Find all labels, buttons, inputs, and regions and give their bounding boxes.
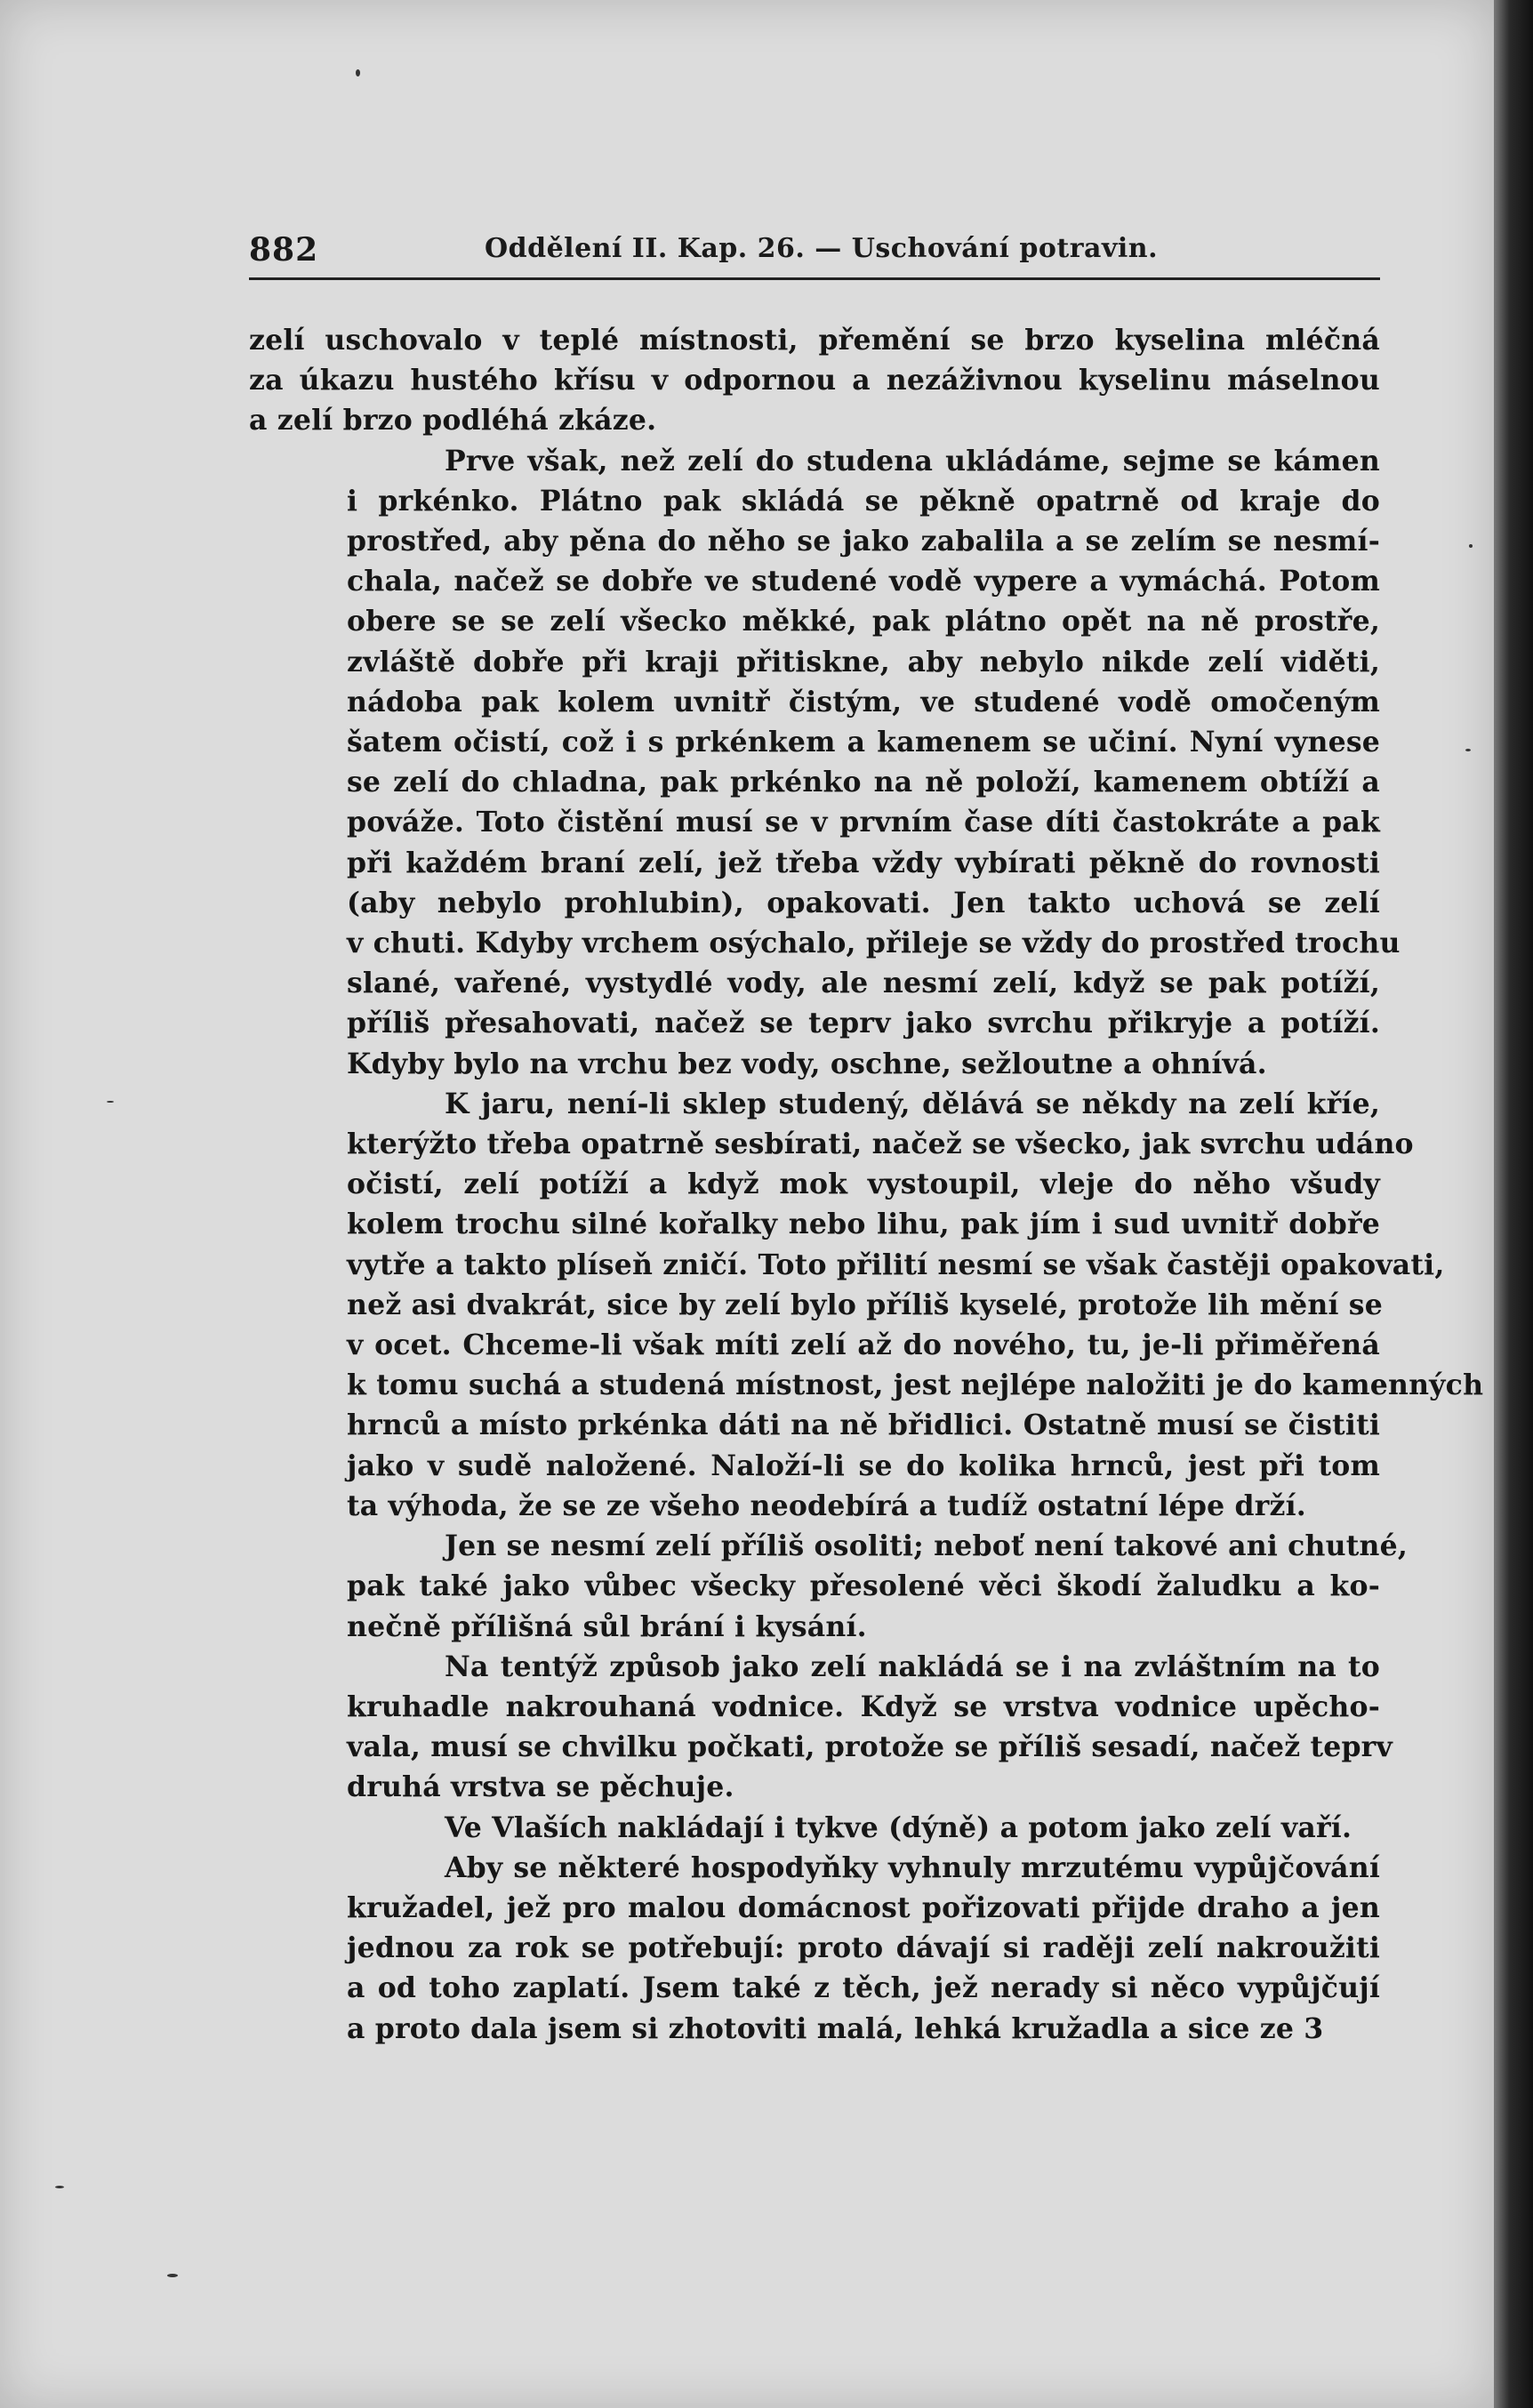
text-line: nádoba pak kolem uvnitř čistým, ve studené vodě omočeným [347,685,1380,718]
text-line: Kdyby bylo na vrchu bez vody, oschne, sežloutne a ohnívá. [347,1047,1267,1080]
scan-edge [1494,0,1533,2408]
text-line: šatem očistí, což i s prkénkem a kamenem se učiní. Nyní vynese [347,726,1380,759]
text-line: Ve Vlaších nakládají i tykve (dýně) a potom jako zelí vaří. [445,1810,1352,1844]
text-line: slané, vařené, vystydlé vody, ale nesmí zelí, když se pak potíží, [347,967,1380,1000]
text-line: v chuti. Kdyby vrchem osýchalo, přileje se vždy do prostřed trochu [347,927,1401,960]
text-line: zelí uschovalo v teplé místnosti, přemění se brzo kyselina mléčná [249,324,1380,357]
scan-speck [356,69,360,76]
text-line: než asi dvakrát, sice by zelí bylo příliš kyselé, protože lih mění se [347,1288,1383,1321]
text-line: při každém braní zelí, jež třeba vždy vybírati pěkně do rovnosti [347,846,1380,879]
text-line: očistí, zelí potíží a když mok vystoupil, vleje do něho všudy [347,1168,1380,1201]
text-line: vala, musí se chvilku počkati, protože se příliš sesadí, načež teprv [347,1730,1393,1764]
scan-speck [55,2186,64,2188]
paragraph [249,1526,1409,1647]
paragraph [249,1808,1380,1848]
text-line: pak také jako vůbec všecky přesolené věci škodí žaludku a ko- [347,1569,1380,1603]
text-line: a od toho zaplatí. Jsem také z těch, jež nerady si něco vypůjčují [347,1971,1380,2005]
text-line: se zelí do chladna, pak prkénko na ně položí, kamenem obtíží a [347,766,1380,799]
text-line: kružadel, jež pro malou domácnost pořizovati přijde draho a jen [347,1890,1380,1924]
text-line: (aby nebylo prohlubin), opakovati. Jen takto uchová se zelí [347,886,1380,919]
text-line: hrnců a místo prkénka dáti na ně břidlici. Ostatně musí se čistiti [347,1409,1380,1442]
text-line: K jaru, není-li sklep studený, dělává se někdy na zelí kříe, [445,1087,1380,1120]
text-line: Prve však, než zelí do studena ukládáme, sejme se kámen [445,444,1380,478]
text-line: kruhadle nakrouhaná vodnice. Když se vrstva vodnice upěcho- [347,1690,1380,1723]
text-line: jako v sudě naložené. Naloží-li se do kolika hrnců, jest při tom [347,1449,1380,1482]
text-line: a zelí brzo podléhá zkáze. [249,404,657,437]
text-line: zvláště dobře při kraji přitiskne, aby nebylo nikde zelí viděti, [347,645,1380,678]
paragraph [249,1084,1484,1526]
paragraph [249,320,1380,441]
running-head: Oddělení II. Kap. 26. — Uschování potravin. [485,233,1159,264]
text-line: pováže. Toto čistění musí se v prvním čase díti častokráte a pak [347,806,1380,839]
text-line: prostřed, aby pěna do něho se jako zabalila a se zelím se nesmí- [347,525,1380,558]
scan-speck [1465,749,1471,751]
text-line: příliš přesahovati, načež se teprv jako svrchu přikryje a potíží. [347,1007,1380,1040]
text-line: Aby se některé hospodyňky vyhnuly mrzutému vypůjčování [445,1850,1380,1884]
paragraph [249,1848,1380,2049]
text-line: jednou za rok se potřebují: proto dávají si raději zelí nakroužiti [347,1931,1380,1965]
text-line: kolem trochu silné kořalky nebo lihu, pak jím i sud uvnitř dobře [347,1208,1380,1241]
text-line: nečně přílišná sůl brání i kysání. [347,1609,867,1643]
text-line: Jen se nesmí zelí příliš osoliti; neboť není takové ani chutné, [445,1529,1409,1563]
text-line: kterýžto třeba opatrně sesbírati, načež se všecko, jak svrchu udáno [347,1128,1414,1161]
text-line: chala, načež se dobře ve studené vodě vypere a vymáchá. Potom [347,565,1380,598]
page-header [249,224,1380,280]
paragraph [249,1647,1393,1808]
text-line: a proto dala jsem si zhotoviti malá, lehká kružadla a sice ze 3 [347,2011,1324,2045]
text-line: Na tentýž způsob jako zelí nakládá se i na zvláštním na to [445,1649,1380,1683]
body-text [249,320,1484,2049]
text-line: vytře a takto plíseň zničí. Toto přilití nesmí se však častěji opakovati, [347,1248,1445,1281]
text-line: v ocet. Chceme-li však míti zelí až do nového, tu, je-li přiměřená [347,1328,1380,1362]
scan-speck [167,2274,178,2277]
paragraph [249,441,1401,1084]
text-line: ta výhoda, že se ze všeho neodebírá a tudíž ostatní lépe drží. [347,1489,1306,1522]
scan-speck [1469,544,1473,548]
page-number: 882 [249,231,319,269]
text-line: obere se se zelí všecko měkké, pak plátno opět na ně prostře, [347,605,1380,638]
text-line: za úkazu hustého křísu v odpornou a nezáživnou kyselinu máselnou [249,364,1380,397]
text-line: druhá vrstva se pěchuje. [347,1770,734,1804]
text-line: i prkénko. Plátno pak skládá se pěkně opatrně od kraje do [347,484,1380,518]
text-line: k tomu suchá a studená místnost, jest nejlépe naložiti je do kamenných [347,1369,1484,1402]
scan-speck [107,1101,114,1103]
